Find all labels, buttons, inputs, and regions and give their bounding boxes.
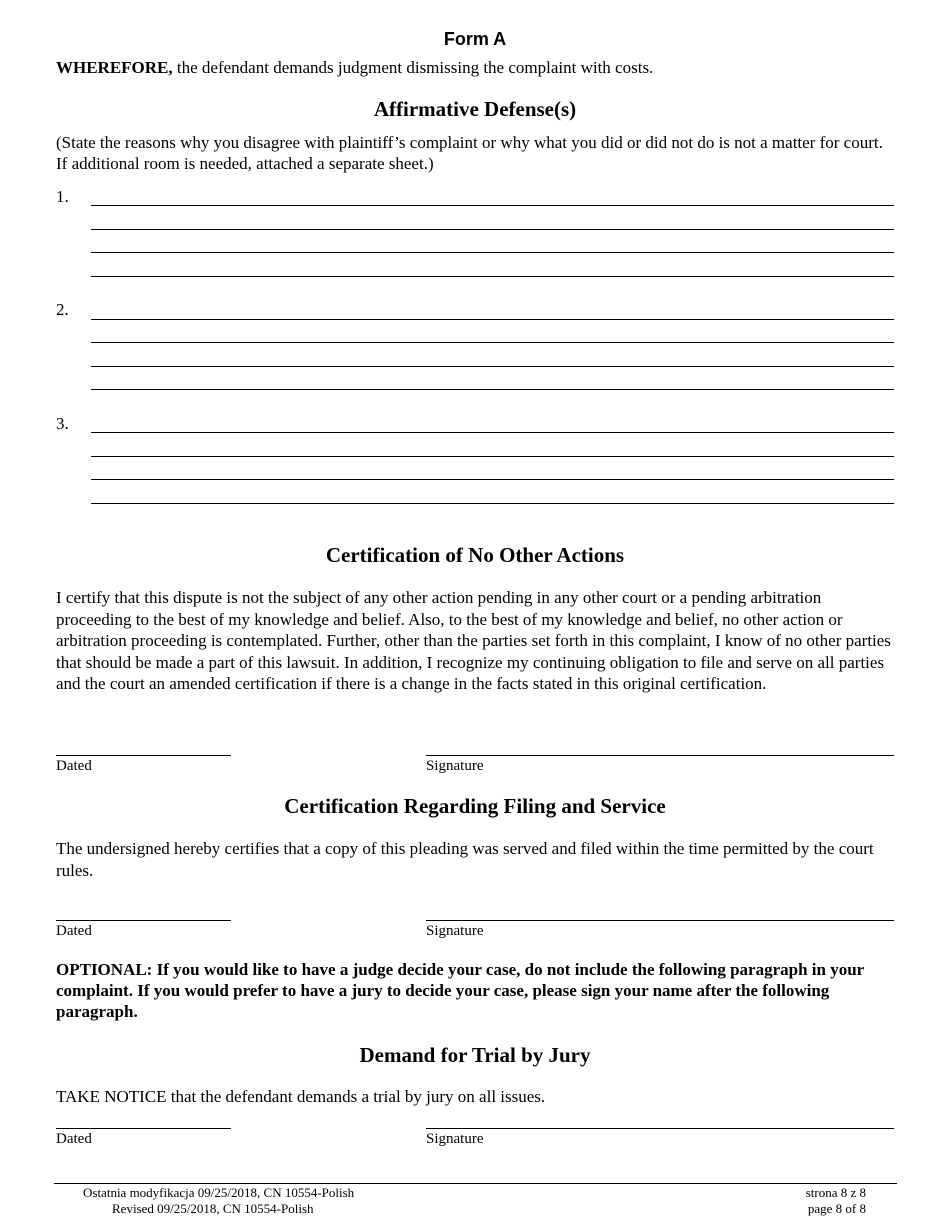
defense-2-line-1[interactable]	[91, 319, 894, 320]
defense-3-line-1[interactable]	[91, 432, 894, 433]
no-other-actions-body: I certify that this dispute is not the subject of any other action pending in any other court or a pending arbitration proceeding to the best of my knowledge and belief. Also, to the best of my knowledge and belief, no other action or arbitration proceeding is contemplated. Further, other than the parties set forth in this complaint, I know of no other parties that should be made a part of this lawsuit. In addition, I recognize my continuing obligation to file and serve on all parties and the court an amended certification if there is a change in the facts stated in this original certification.	[56, 588, 891, 693]
no-other-actions-signature-label: Signature	[426, 758, 484, 774]
defense-2-line-4[interactable]	[91, 389, 894, 390]
no-other-actions-date-line[interactable]	[56, 755, 231, 756]
jury-demand-body: TAKE NOTICE that the defendant demands a trial by jury on all issues.	[56, 1087, 546, 1106]
filing-service-dated-label: Dated	[56, 923, 92, 939]
affirmative-defenses-heading: Affirmative Defense(s)	[373, 97, 577, 121]
optional-jury-note: OPTIONAL: If you would like to have a judge decide your case, do not include the following paragraph in your complaint. If you would prefer to have a jury to decide your case, please sign your name after the following paragraph.	[56, 960, 864, 1021]
filing-service-body: The undersigned hereby certifies that a copy of this pleading was served and filed within the time permitted by the court rules.	[56, 839, 874, 880]
footer-revision-english: Revised 09/25/2018, CN 10554-Polish	[112, 1201, 314, 1216]
defense-1-line-3[interactable]	[91, 252, 894, 253]
wherefore-text: the defendant demands judgment dismissing the complaint with costs.	[172, 58, 654, 77]
jury-demand-heading: Demand for Trial by Jury	[359, 1043, 591, 1067]
filing-service-date-line[interactable]	[56, 920, 231, 921]
jury-date-line[interactable]	[56, 1128, 231, 1129]
defense-2-line-3[interactable]	[91, 366, 894, 367]
no-other-actions-dated-label: Dated	[56, 758, 92, 774]
defense-number-1: 1.	[56, 187, 69, 206]
defense-1-line-4[interactable]	[91, 276, 894, 277]
wherefore-clause	[56, 57, 896, 78]
no-other-actions-signature-line[interactable]	[426, 755, 894, 756]
defense-number-2: 2.	[56, 300, 69, 319]
jury-signature-label: Signature	[426, 1131, 484, 1147]
wherefore-lead: WHEREFORE,	[56, 58, 173, 77]
jury-dated-label: Dated	[56, 1131, 92, 1147]
defense-3-line-2[interactable]	[91, 456, 894, 457]
defense-3-line-3[interactable]	[91, 479, 894, 480]
defense-1-line-1[interactable]	[91, 205, 894, 206]
footer-page-polish: strona 8 z 8	[805, 1185, 866, 1200]
footer-divider	[54, 1183, 897, 1184]
filing-service-signature-line[interactable]	[426, 920, 894, 921]
no-other-actions-heading: Certification of No Other Actions	[325, 543, 625, 567]
filing-service-heading: Certification Regarding Filing and Service	[284, 794, 666, 818]
affirmative-defenses-instructions: (State the reasons why you disagree with plaintiff’s complaint or why what you did or did not do is not a matter for court. If additional room is needed, attached a separate sheet.)	[56, 133, 883, 173]
jury-signature-line[interactable]	[426, 1128, 894, 1129]
defense-number-3: 3.	[56, 414, 69, 433]
footer-page-english: page 8 of 8	[807, 1201, 866, 1216]
defense-1-line-2[interactable]	[91, 229, 894, 230]
footer-revision-polish: Ostatnia modyfikacja 09/25/2018, CN 10554-Polish	[83, 1185, 355, 1200]
form-title: Form A	[443, 29, 507, 49]
defense-2-line-2[interactable]	[91, 342, 894, 343]
filing-service-signature-label: Signature	[426, 923, 484, 939]
defense-3-line-4[interactable]	[91, 503, 894, 504]
